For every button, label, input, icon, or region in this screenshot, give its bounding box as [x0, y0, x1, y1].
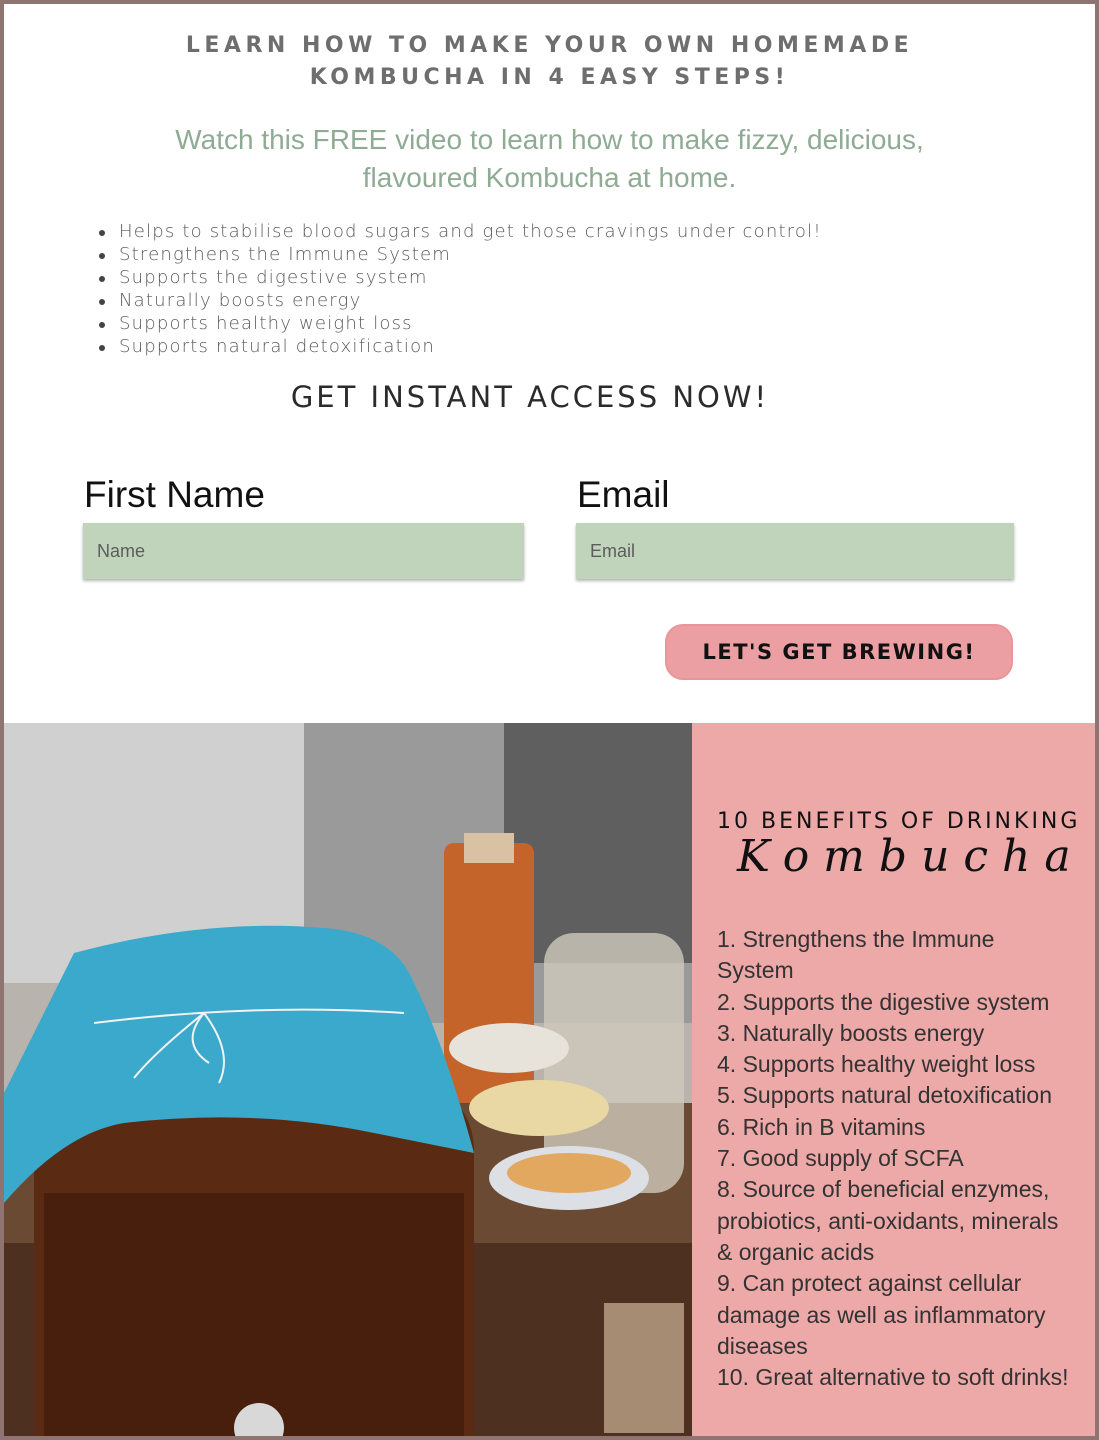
bullet-item: Supports natural detoxification: [99, 335, 822, 358]
benefit-item: 10. Great alternative to soft drinks!: [717, 1364, 1069, 1391]
submit-button[interactable]: LET'S GET BREWING!: [665, 624, 1013, 680]
email-label: Email: [577, 474, 670, 515]
bullet-item: Naturally boosts energy: [99, 289, 822, 312]
benefit-item: 5. Supports natural detoxification: [717, 1082, 1052, 1109]
benefit-item: 3. Naturally boosts energy: [717, 1019, 985, 1046]
benefits-list: [717, 924, 1072, 1393]
headline-line-2: KOMBUCHA IN 4 EASY STEPS!: [309, 65, 790, 90]
subhead-line-2: flavoured Kombucha at home.: [362, 162, 737, 193]
benefit-bullet-list: [99, 220, 822, 358]
benefits-script-title: Kombucha: [737, 831, 1085, 882]
benefit-item: 8. Source of beneficial enzymes, probiotics, anti-oxidants, minerals & organic acids: [717, 1176, 1059, 1265]
bullet-item: Strengthens the Immune System: [99, 243, 822, 266]
page-subhead: [0, 121, 1099, 197]
benefit-item: 1. Strengthens the Immune System: [717, 926, 995, 984]
page-headline: [0, 30, 1099, 94]
email-input[interactable]: [576, 523, 1014, 579]
bullet-item: Helps to stabilise blood sugars and get those cravings under control!: [99, 220, 822, 243]
kombucha-jar-photo: [4, 723, 692, 1436]
benefit-item: 7. Good supply of SCFA: [717, 1145, 964, 1172]
benefit-item: 6. Rich in B vitamins: [717, 1113, 926, 1140]
benefits-panel: [692, 723, 1095, 1436]
subhead-line-1: Watch this FREE video to learn how to make fizzy, delicious,: [175, 124, 924, 155]
benefit-item: 2. Supports the digestive system: [717, 988, 1050, 1015]
first-name-label: First Name: [84, 474, 265, 515]
bullet-item: Supports healthy weight loss: [99, 312, 822, 335]
benefit-item: 9. Can protect against cellular damage as well as inflammatory diseases: [717, 1270, 1046, 1359]
benefits-title: 10 BENEFITS OF DRINKING: [717, 809, 1081, 834]
benefit-item: 4. Supports healthy weight loss: [717, 1051, 1036, 1078]
first-name-input[interactable]: [83, 523, 524, 579]
bullet-item: Supports the digestive system: [99, 266, 822, 289]
headline-line-1: LEARN HOW TO MAKE YOUR OWN HOMEMADE: [185, 33, 914, 58]
form-heading: GET INSTANT ACCESS NOW!: [290, 380, 770, 414]
